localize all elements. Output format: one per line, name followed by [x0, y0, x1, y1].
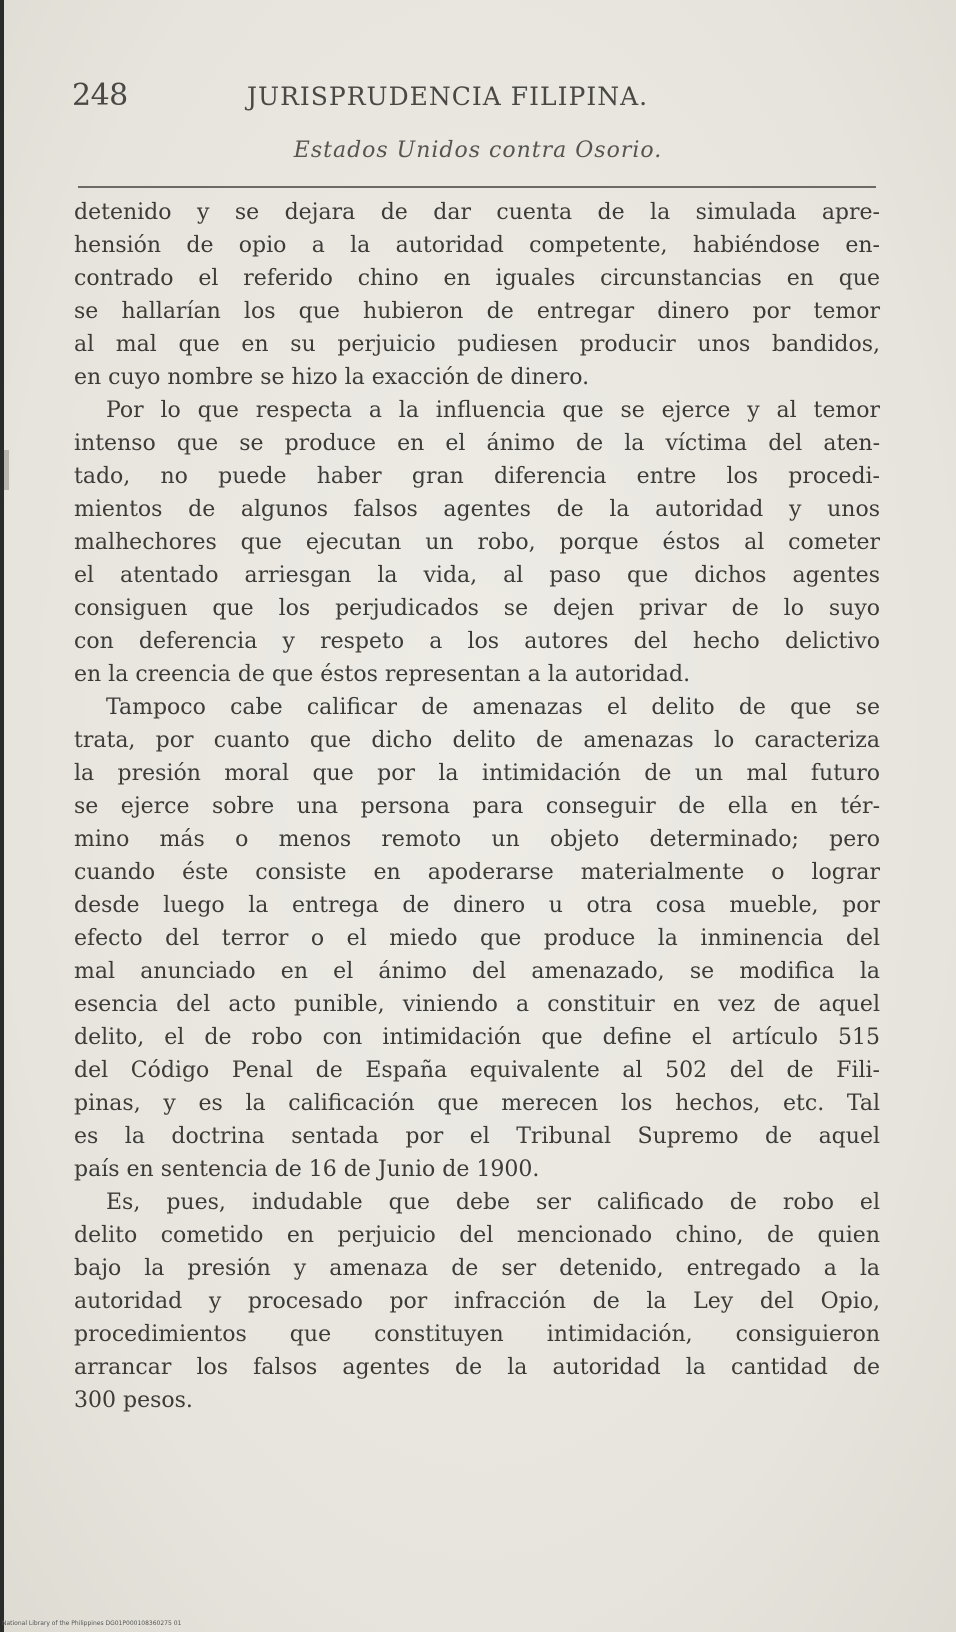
paragraph — [74, 394, 880, 691]
paragraph — [74, 691, 880, 1186]
text-line: se ejerce sobre una persona para conseguir de ella en tér- — [74, 794, 880, 819]
paragraph — [74, 1186, 880, 1417]
text-line: efecto del terror o el miedo que produce la inminencia del — [74, 926, 880, 951]
text-line: Es, pues, indudable que debe ser calificado de robo el — [106, 1190, 880, 1215]
text-line: hensión de opio a la autoridad competente, habiéndose en- — [74, 233, 880, 258]
scan-footer: National Library of the Philippines DG01P000108360275 01 — [2, 1620, 182, 1627]
text-line: en la creencia de que éstos representan a la autoridad. — [74, 662, 691, 687]
running-title: JURISPRUDENCIA FILIPINA. — [247, 82, 649, 111]
text-line: con deferencia y respeto a los autores del hecho delictivo — [74, 629, 880, 654]
text-line: del Código Penal de España equivalente al 502 del de Fili- — [74, 1058, 880, 1083]
case-title: Estados Unidos contra Osorio. — [293, 138, 663, 163]
text-line: malhechores que ejecutan un robo, porque éstos al cometer — [74, 530, 880, 555]
text-line: autoridad y procesado por infracción de la Ley del Opio, — [74, 1289, 880, 1314]
text-line: trata, por cuanto que dicho delito de amenazas lo caracteriza — [74, 728, 880, 753]
text-line: intenso que se produce en el ánimo de la víctima del aten- — [74, 431, 880, 456]
header-rule — [78, 186, 876, 188]
text-line: se hallarían los que hubieron de entregar dinero por temor — [74, 299, 880, 324]
text-line: esencia del acto punible, viniendo a constituir en vez de aquel — [74, 992, 880, 1017]
text-line: en cuyo nombre se hizo la exacción de dinero. — [74, 365, 590, 390]
text-line: mientos de algunos falsos agentes de la autoridad y unos — [74, 497, 880, 522]
text-line: pinas, y es la calificación que merecen los hechos, etc. Tal — [74, 1091, 880, 1116]
text-line: cuando éste consiste en apoderarse materialmente o lograr — [74, 860, 880, 885]
text-line: el atentado arriesgan la vida, al paso que dichos agentes — [74, 563, 880, 588]
scan-left-edge — [0, 0, 4, 1632]
scan-edge-notch — [4, 450, 9, 490]
text-line: 300 pesos. — [74, 1388, 193, 1413]
text-line: bajo la presión y amenaza de ser detenido, entregado a la — [74, 1256, 880, 1281]
text-line: contrado el referido chino en iguales circunstancias en que — [74, 266, 880, 291]
text-line: Tampoco cabe calificar de amenazas el delito de que se — [106, 695, 880, 720]
text-line: tado, no puede haber gran diferencia entre los procedi- — [74, 464, 880, 489]
paragraph — [74, 196, 880, 394]
page-number: 248 — [72, 78, 128, 113]
text-line: mino más o menos remoto un objeto determinado; pero — [74, 827, 880, 852]
text-line: procedimientos que constituyen intimidación, consiguieron — [74, 1322, 880, 1347]
body-text — [74, 196, 880, 1417]
text-line: país en sentencia de 16 de Junio de 1900. — [74, 1157, 540, 1182]
text-line: delito cometido en perjuicio del mencionado chino, de quien — [74, 1223, 880, 1248]
page-header — [72, 78, 878, 128]
text-line: Por lo que respecta a la influencia que se ejerce y al temor — [106, 398, 880, 423]
text-line: mal anunciado en el ánimo del amenazado, se modifica la — [74, 959, 880, 984]
text-line: al mal que en su perjuicio pudiesen producir unos bandidos, — [74, 332, 880, 357]
text-line: consiguen que los perjudicados se dejen privar de lo suyo — [74, 596, 880, 621]
text-line: detenido y se dejara de dar cuenta de la simulada apre- — [74, 200, 880, 225]
text-line: desde luego la entrega de dinero u otra cosa mueble, por — [74, 893, 880, 918]
text-line: es la doctrina sentada por el Tribunal Supremo de aquel — [74, 1124, 880, 1149]
text-line: la presión moral que por la intimidación de un mal futuro — [74, 761, 880, 786]
text-line: arrancar los falsos agentes de la autoridad la cantidad de — [74, 1355, 880, 1380]
text-line: delito, el de robo con intimidación que define el artículo 515 — [74, 1025, 880, 1050]
